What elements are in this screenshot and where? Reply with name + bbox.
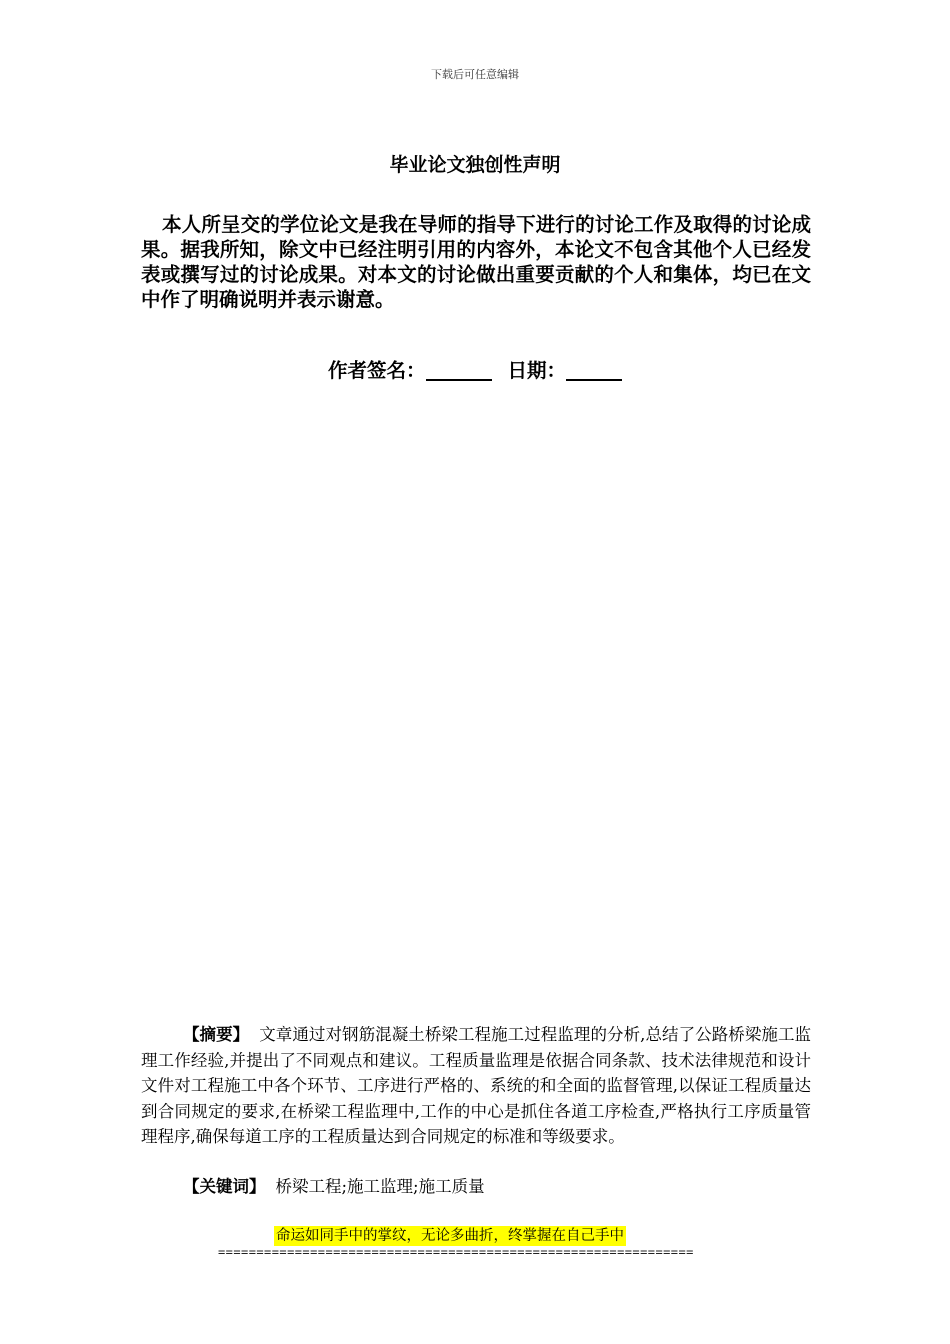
keywords-text: 桥梁工程;施工监理;施工质量 [275, 1177, 485, 1196]
keywords-label: 【关键词】 [183, 1177, 266, 1196]
footer-motto: 命运如同手中的掌纹，无论多曲折，终掌握在自己手中 [276, 1228, 624, 1244]
page-title: 毕业论文独创性声明 [389, 154, 561, 176]
header-note: 下载后可任意编辑 [431, 68, 519, 81]
abstract-paragraph [141, 1022, 811, 1150]
date-label: 日期： [507, 359, 567, 382]
declaration-paragraph: 本人所呈交的学位论文是我在导师的指导下进行的讨论工作及取得的讨论成果。据我所知，除文中已经注明引用的内容外，本论文不包含其他个人已经发表或撰写过的讨论成果。对本文的讨论做出重要贡献的个人和集体，均已在文中作了明确说明并表示谢意。 [141, 213, 811, 311]
author-signature-blank [426, 359, 492, 381]
author-signature-label: 作者签名： [327, 359, 426, 382]
keywords-line [183, 1174, 485, 1199]
signature-line [0, 355, 950, 383]
footer-rule: ============================================================== [218, 1245, 694, 1259]
abstract-text: 文章通过对钢筋混凝土桥梁工程施工过程监理的分析,总结了公路桥梁施工监理工作经验,并提出了不同观点和建议。工程质量监理是依据合同条款、技术法律规范和设计文件对工程施工中各个环节、工序进行严格的、系统的和全面的监督管理,以保证工程质量达到合同规定的要求,在桥梁工程监理中,工作的中心是抓住各道工序检查,严格执行工序质量管理程序,确保每道工序的工程质量达到合同规定的标准和等级要求。 [141, 1025, 812, 1146]
date-blank [566, 359, 622, 381]
abstract-label: 【摘要】 [183, 1025, 250, 1044]
